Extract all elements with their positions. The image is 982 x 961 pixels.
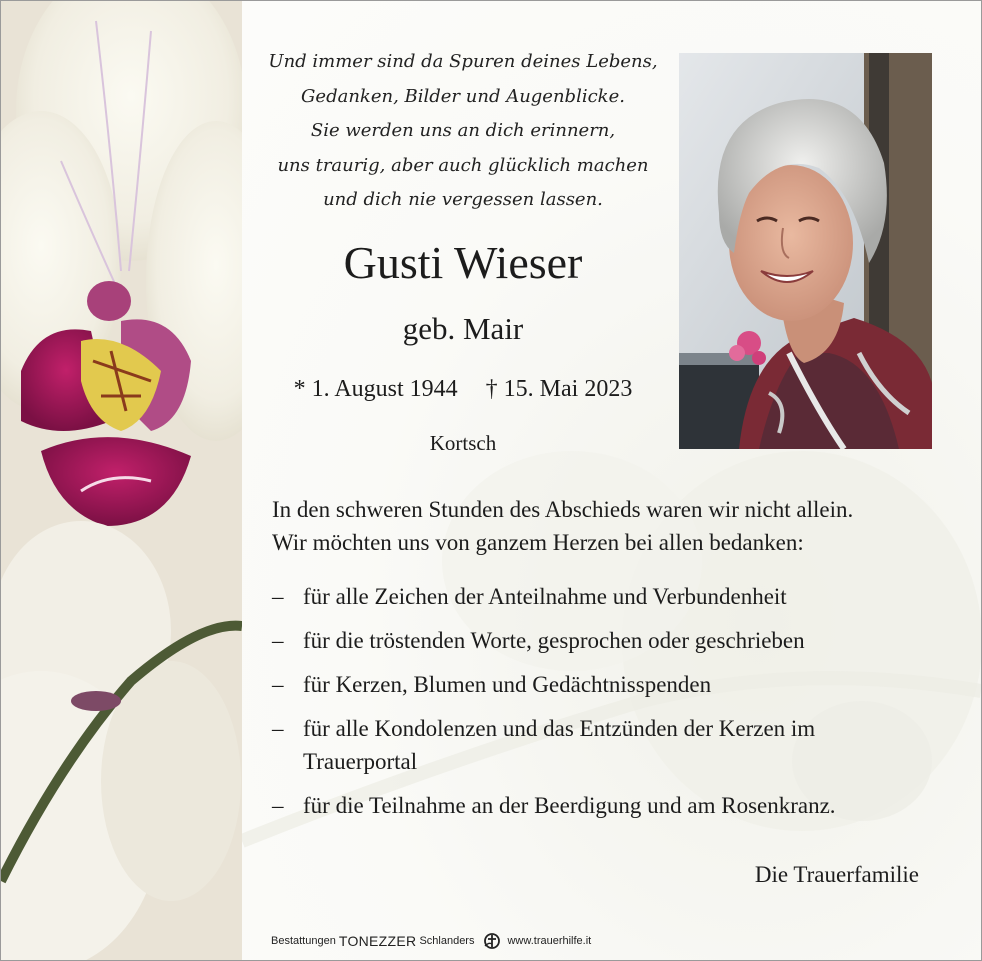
poem-line: Und immer sind da Spuren deines Lebens, xyxy=(268,51,658,72)
thanks-list xyxy=(272,580,962,833)
portrait-illustration xyxy=(679,53,932,449)
list-item xyxy=(272,789,962,822)
list-item xyxy=(272,712,962,778)
thanks-line: Wir möchten uns von ganzem Herzen bei allen bedanken: xyxy=(272,530,804,555)
list-item xyxy=(272,624,962,657)
life-dates xyxy=(263,372,663,406)
birth-date: * 1. August 1944 xyxy=(293,376,458,402)
orchid-flower-illustration xyxy=(1,1,242,960)
list-item-text: für Kerzen, Blumen und Gedächtnisspenden xyxy=(303,672,712,697)
list-dash: – xyxy=(272,793,284,818)
thanks-line: In den schweren Stunden des Abschieds waren wir nicht allein. xyxy=(272,497,854,522)
list-item-text: für die Teilnahme an der Beerdigung und am Rosenkranz. xyxy=(303,793,836,818)
list-dash: – xyxy=(272,716,284,741)
list-dash: – xyxy=(272,672,284,697)
maiden-name: geb. Mair xyxy=(402,311,524,346)
footer xyxy=(271,931,591,951)
footer-prefix: Bestattungen xyxy=(271,935,336,947)
orchid-image xyxy=(1,1,242,960)
website-link[interactable]: www.trauerhilfe.it xyxy=(507,935,592,947)
list-item-text-continued: Trauerportal xyxy=(303,749,418,774)
thanks-intro xyxy=(272,493,962,559)
list-item-text: für alle Kondolenzen und das Entzünden der Kerzen im xyxy=(303,716,816,741)
poem-line: Sie werden uns an dich erinnern, xyxy=(310,120,616,141)
list-item-text: für alle Zeichen der Anteilnahme und Verbundenheit xyxy=(303,584,787,609)
trauerhilfe-logo-icon xyxy=(483,932,501,950)
death-date: † 15. Mai 2023 xyxy=(485,376,633,402)
list-item-text: für die tröstenden Worte, gesprochen oder geschrieben xyxy=(303,628,805,653)
portrait-photo xyxy=(679,53,932,449)
signature: Die Trauerfamilie xyxy=(754,862,919,887)
hometown: Kortsch xyxy=(429,431,497,455)
list-item xyxy=(272,668,962,701)
list-dash: – xyxy=(272,584,284,609)
poem-line: Gedanken, Bilder und Augenblicke. xyxy=(301,85,625,107)
list-dash: – xyxy=(272,628,284,653)
deceased-name: Gusti Wieser xyxy=(343,237,583,288)
footer-suffix: Schlanders xyxy=(419,935,475,947)
poem-line: uns traurig, aber auch glücklich machen xyxy=(277,154,649,176)
funeral-home-brand: TONEZZER xyxy=(338,933,417,949)
poem-line: und dich nie vergessen lassen. xyxy=(323,189,603,210)
memorial-poem xyxy=(259,45,667,218)
list-item xyxy=(272,580,962,613)
